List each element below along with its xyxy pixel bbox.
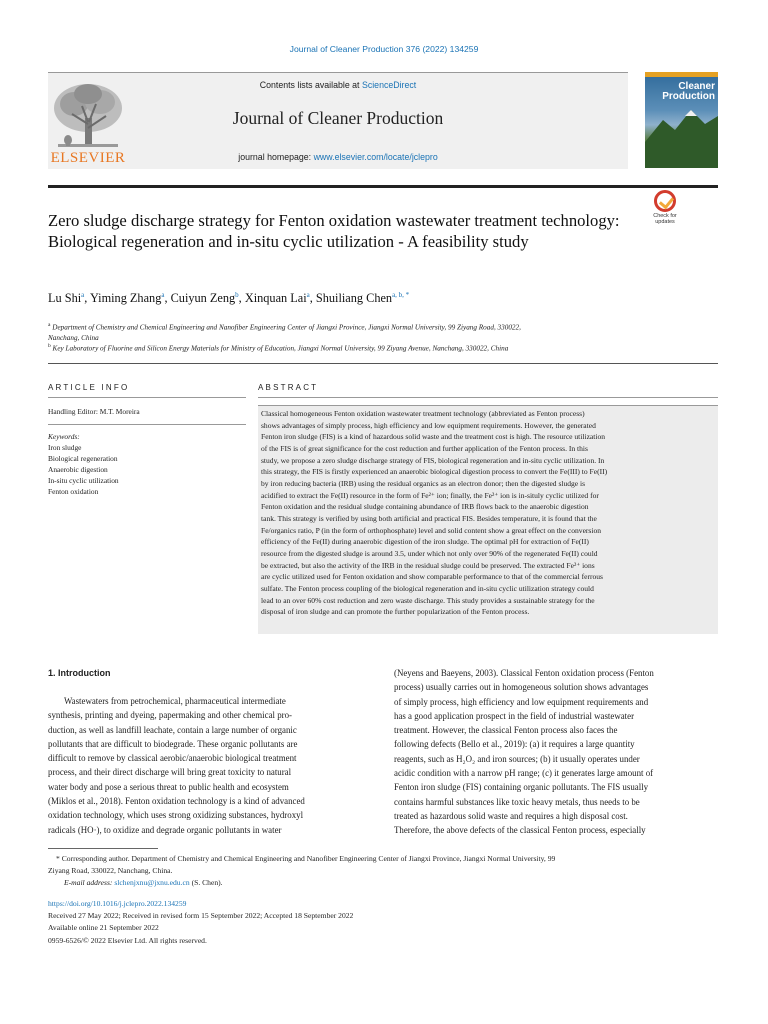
email-label: E-mail address:: [64, 878, 115, 888]
copyright: 0959-6526/© 2022 Elsevier Ltd. All rights reserved.: [48, 935, 207, 945]
body-line: pollutants that are difficult to biodegrade. These organic pollutants are: [48, 738, 298, 749]
keyword-item: Biological regeneration: [48, 454, 118, 463]
keyword-item: Anaerobic digestion: [48, 465, 108, 474]
corresponding-line1: * Corresponding author. Department of Chemistry and Chemical Engineering and Nanofiber Engineering Center of Jiangxi Province, Jiangxi Normal University, 99: [56, 854, 556, 863]
header-divider: [48, 185, 718, 188]
body-line: duction, as well as landfill leachate, contain a large number of organic: [48, 724, 297, 735]
abstract-line: Fe/organics ratio, P (in the form of orthophosphate) level and solid content show a great effect on the conversion: [261, 525, 602, 535]
affiliation-a-text-cont: Nanchang, China: [48, 333, 99, 342]
cover-title-line2: Production: [662, 91, 715, 102]
homepage-line: [48, 152, 628, 162]
body-line: oxidation technology, which uses strong oxidizing substances, hydroxyl: [48, 810, 304, 821]
body-line: of simply process, high efficiency and low equipment requirements and: [394, 696, 649, 707]
check-updates-line2: updates: [655, 219, 675, 225]
author-affil-mark[interactable]: a: [161, 291, 165, 299]
affiliation-a-text: Department of Chemistry and Chemical Engineering and Nanofiber Engineering Center of Jiangxi Province, Jiangxi Normal University, 99 Ziyang Road, 330022,: [52, 323, 521, 332]
received-dates: Received 27 May 2022; Received in revised form 15 September 2022; Accepted 18 September 2022: [48, 911, 354, 921]
article-info-heading: ARTICLE INFO: [48, 383, 130, 392]
body-line: Fenton iron sludge (FIS) containing organic pollutants. The FIS usually: [394, 782, 649, 793]
article-title: Zero sludge discharge strategy for Fenton oxidation wastewater treatment technology: Biological regeneration and in-situ cyclic utilization - A feasibility study: [48, 211, 620, 251]
keywords-rule: [48, 424, 246, 425]
abstract-line: shows advantages of simply process, high efficiency and low equipment requirements. However, the generated: [261, 420, 596, 430]
author-name[interactable]: Shuiliang Chen: [315, 291, 393, 306]
journal-reference[interactable]: Journal of Cleaner Production 376 (2022) 134259: [289, 44, 479, 54]
doi-link[interactable]: https://doi.org/10.1016/j.jclepro.2022.134259: [48, 899, 187, 908]
article-info-rule: [48, 397, 246, 398]
author-list: Lu Shi$^a$, Yiming Zhang$^a$, Cuiyun Zeng$^b$, Xinquan Lai$^a$, Shuiliang Chen$^{a, b, *}$: [48, 291, 410, 306]
body-line: treatment. However, the classical Fenton process also faces the: [394, 725, 618, 736]
author-name[interactable]: Lu Shi: [48, 291, 82, 306]
body-line: process, and their direct discharge will bring great toxicity to natural: [48, 767, 292, 778]
abstract-line: tank. This strategy is verified by using both artificial and practical FIS. Besides temperature, it is found that the: [261, 513, 597, 523]
introduction-left-column: [48, 694, 374, 837]
body-line: treated as hazardous solid waste and requires a high disposal cost.: [394, 810, 628, 821]
cover-title: [649, 82, 715, 102]
abstract-line: are cyclic utilized used for Fenton oxidation and show comparable performance to that of the commercial ferrous: [261, 572, 603, 582]
keywords-label: Keywords:: [48, 432, 80, 441]
keyword-item: In-situ cyclic utilization: [48, 476, 119, 485]
author-affil-mark[interactable]: a: [306, 291, 310, 299]
abstract-heading: ABSTRACT: [258, 383, 319, 392]
author-name[interactable]: Yiming Zhang: [89, 291, 162, 306]
abstract-line: Fenton iron sludge (FIS) is a kind of hazardous solid waste and the treatment cost is high. The resource utilization: [261, 432, 606, 442]
handling-editor: Handling Editor: M.T. Moreira: [48, 407, 140, 416]
author-affil-mark[interactable]: a: [81, 291, 85, 299]
contents-prefix: Contents lists available at: [259, 80, 362, 90]
email-link[interactable]: slchenjxnu@jxnu.edu.cn: [114, 878, 190, 888]
sciencedirect-link[interactable]: ScienceDirect: [361, 80, 417, 90]
abstract-line: acidified to extract the Fe(II) resource in the form of Fe²⁺ ion; finally, the Fe²⁺ ion is in-situly cyclic utilized for: [261, 490, 599, 500]
body-line: process) usually carries out in homogeneous solution shows advantages: [394, 682, 649, 693]
email-suffix: (S. Chen).: [189, 878, 223, 888]
body-line: contains harmful substances like toxic heavy metals, thus needs to be: [394, 796, 640, 807]
check-for-updates-button[interactable]: [647, 190, 683, 230]
body-line: reagents, such as H₂O₂ and iron sources; (b) it usually operates under: [394, 753, 640, 764]
cover-title-line1: Cleaner: [678, 81, 715, 92]
corresponding-line2: Ziyang Road, 330022, Nanchang, China.: [48, 866, 173, 876]
body-line: radicals (HO·), to oxidize and degrade organic pollutants in water: [48, 824, 282, 835]
affiliation-b: [48, 341, 658, 354]
elsevier-wordmark: ELSEVIER: [50, 150, 126, 166]
affil-mark-b: b: [48, 343, 51, 349]
body-line: following defects (Bello et al., 2019): (a) it requires a large quantity: [394, 739, 635, 750]
abstract-text: [261, 408, 719, 618]
abstract-line: lead to an over 60% cost reduction and zero waste discharge. This study provides a sustainable strategy for the: [261, 595, 595, 605]
abstract-line: resource from the digested sludge is around 3.5, under which not only over 90% of the regenerated Fe(II) could: [261, 548, 598, 558]
abstract-line: this strategy, the FIS is firstly experienced an anaerobic biological digestion process to convert the Fe(III) to Fe(II): [261, 467, 608, 477]
abstract-line: of the FIS is of great significance for the cost reduction and further application of the Fenton process. In this: [261, 443, 588, 453]
body-line: (Neyens and Baeyens, 2003). Classical Fenton oxidation process (Fenton: [394, 668, 654, 678]
abstract-line: Classical homogeneous Fenton oxidation wastewater treatment technology (abbreviated as Fenton process): [261, 409, 585, 418]
body-line: Therefore, the above defects of the classical Fenton process, especially: [394, 825, 646, 836]
affiliation-a: [48, 320, 658, 343]
author-affil-mark[interactable]: a, b, *: [392, 291, 410, 299]
corresponding-author-footnote: [48, 853, 723, 890]
abstract-line: study, we propose a zero sludge discharge strategy of FIS, biological regeneration and in-situ cyclic utilization. In: [261, 455, 605, 465]
author-name[interactable]: Xinquan Lai: [244, 291, 307, 306]
article-meta: [48, 898, 723, 947]
journal-cover-image[interactable]: [645, 72, 718, 168]
homepage-link[interactable]: www.elsevier.com/locate/jclepro: [313, 152, 438, 162]
body-line: synthesis, printing and dyeing, papermaking and other chemical pro-: [48, 710, 292, 721]
keyword-item: Fenton oxidation: [48, 487, 99, 496]
abstract-line: sulfate. The Fenton process coupling of the biological regeneration and in-situ cyclic utilization strategy could: [261, 583, 594, 593]
affiliation-b-text: Key Laboratory of Fluorine and Silicon Energy Materials for Ministry of Education, Jiangxi Normal University, 99 Ziyang Avenue, Nanchang, 330022, China: [52, 344, 509, 353]
body-line: has a good application prospect in the field of industrial wastewater: [394, 710, 635, 721]
keywords-block: [48, 431, 248, 497]
abstract-rule: [258, 397, 718, 398]
author-affil-mark[interactable]: b: [235, 291, 239, 299]
footnote-rule: [48, 848, 158, 849]
available-online: Available online 21 September 2022: [48, 923, 159, 933]
affiliation-divider: [48, 363, 718, 364]
email-line: [48, 877, 723, 889]
body-line: acidic condition with a narrow pH range; (c) it generates large amount of: [394, 768, 654, 779]
body-line: water body and pose a serious threat to public health and ecosystem: [48, 781, 289, 792]
abstract-line: efficiency of the Fe(II) during anaerobic digestion of the iron sludge. The optimal pH for extraction of Fe(II): [261, 537, 589, 547]
keyword-item: Iron sludge: [48, 443, 82, 452]
homepage-prefix: journal homepage:: [238, 152, 314, 162]
introduction-heading: 1. Introduction: [48, 668, 111, 678]
introduction-right-column: [394, 666, 720, 838]
check-updates-label: [647, 213, 683, 225]
author-name[interactable]: Cuiyun Zeng: [170, 291, 236, 306]
abstract-line: by iron reducing bacteria (IRB) using the residual organics as an electron donor; then the digested sludge is: [261, 478, 586, 488]
check-updates-icon: [654, 190, 676, 212]
abstract-line: disposal of iron sludge and can promote the further popularization of the Fenton process.: [261, 607, 530, 617]
check-updates-line1: Check for: [653, 213, 677, 219]
contents-line: [48, 80, 628, 90]
abstract-line: be extracted, but also the activity of the IRB in the residual sludge could be preserved. The extracted Fe²⁺ ions: [261, 560, 595, 570]
body-line: (Miklos et al., 2018). Fenton oxidation technology is a kind of advanced: [48, 796, 305, 807]
body-line: difficult to remove by classical aerobic/anaerobic biological treatment: [48, 753, 297, 764]
journal-title: Journal of Cleaner Production: [232, 108, 444, 128]
abstract-line: Fenton oxidation and the residual sludge containing abundance of IRB flows back to the anaerobic digestion: [261, 502, 589, 512]
body-line: Wastewaters from petrochemical, pharmaceutical intermediate: [64, 696, 286, 706]
affil-mark-a: a: [48, 322, 51, 328]
